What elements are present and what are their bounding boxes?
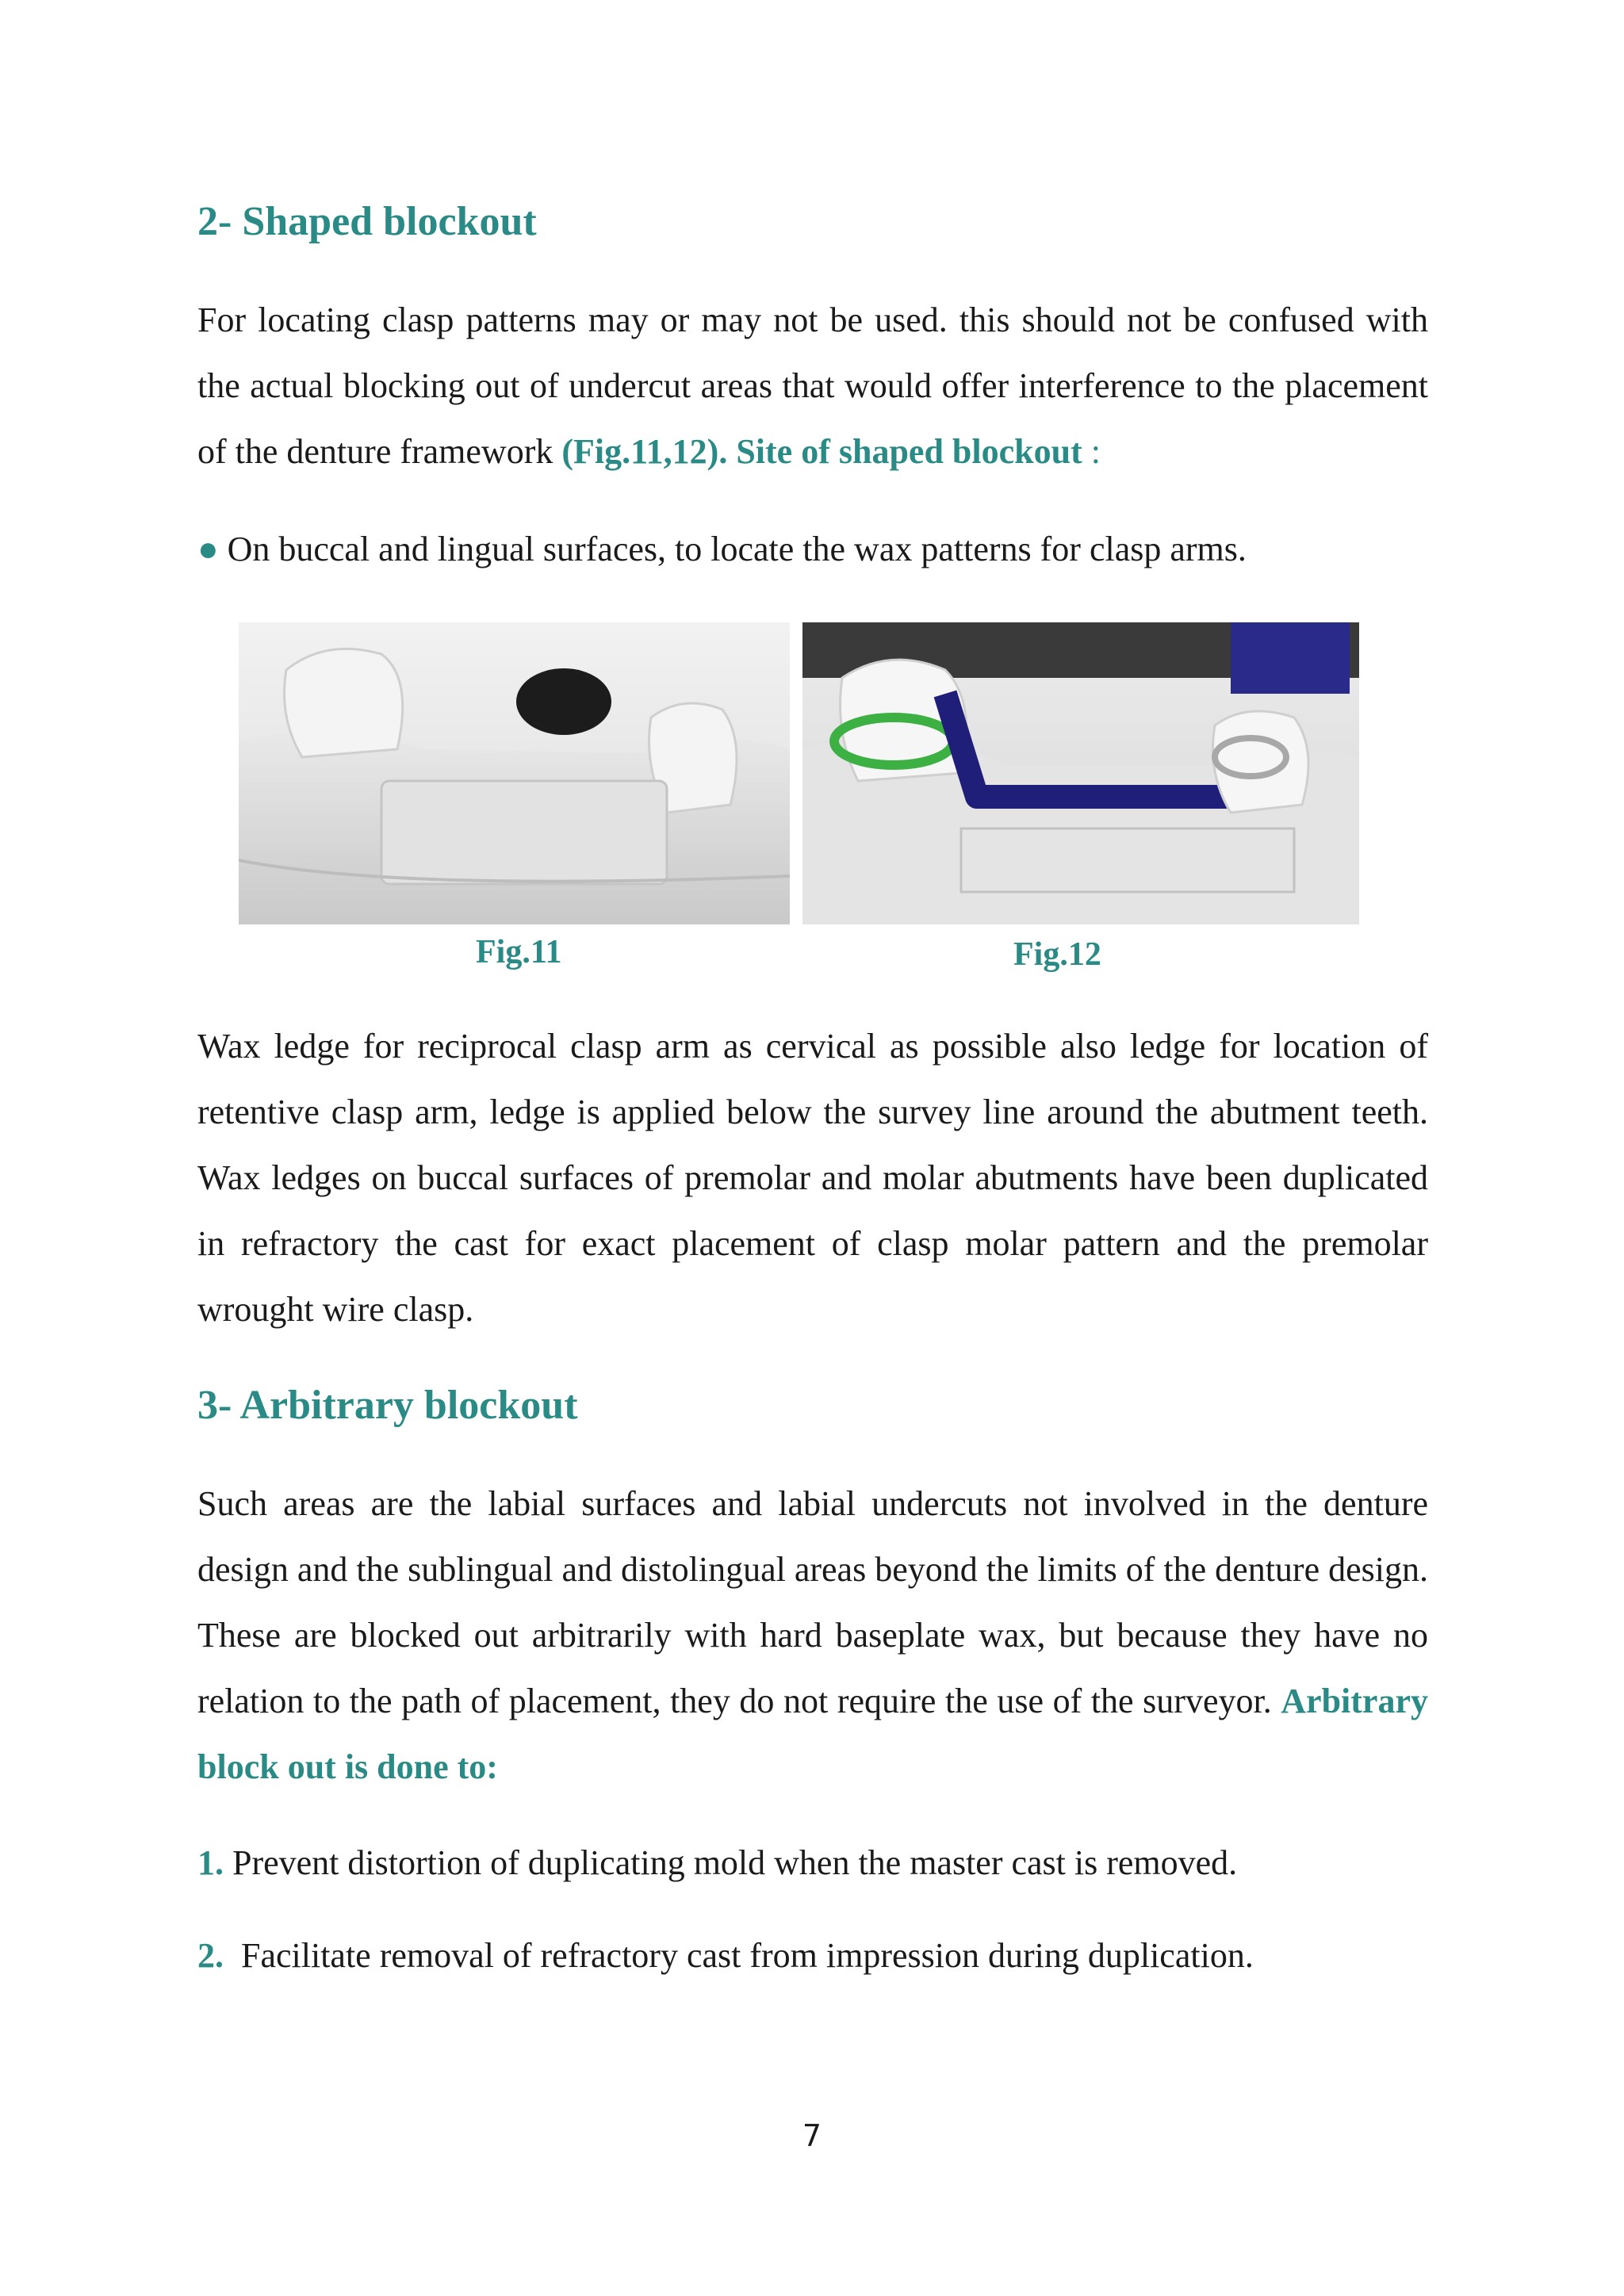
list-text: Prevent distortion of duplicating mold when the master cast is removed.	[224, 1843, 1238, 1882]
para3-text: Such areas are the labial surfaces and labial undercuts not involved in the denture design and the sublingual and distolingual areas beyond the limits of the denture design. These are blocked out arbitrarily with hard baseplate wax, but because they have no relation to the path of placement, they do not require the use of the surveyor.	[197, 1484, 1428, 1720]
list-number: 2.	[197, 1936, 224, 1975]
figure-11-caption: Fig.11	[476, 934, 562, 970]
list-item-2	[197, 1932, 1254, 1980]
arbitrary-highlight: Arbitrary block out is done to:	[197, 1682, 1428, 1786]
fig-reference-highlight: (Fig.11,12). Site of shaped blockout	[561, 432, 1082, 471]
bullet-item	[197, 526, 1247, 573]
bullet-icon: ●	[197, 530, 219, 568]
section-heading-shaped-blockout: 2- Shaped blockout	[197, 199, 537, 244]
page-number: 7	[802, 2118, 822, 2153]
list-text: Facilitate removal of refractory cast from impression during duplication.	[224, 1936, 1254, 1975]
paragraph-arbitrary-blockout	[197, 1471, 1428, 1800]
figure-12-caption: Fig.12	[1013, 936, 1101, 973]
bullet-text: On buccal and lingual surfaces, to locate the wax patterns for clasp arms.	[227, 530, 1247, 568]
list-item-1	[197, 1839, 1237, 1887]
figure-12-image	[802, 622, 1359, 924]
section-heading-arbitrary-blockout: 3- Arbitrary blockout	[197, 1383, 578, 1428]
para1-text: For locating clasp patterns may or may not be used. this should not be confused with the actual blocking out of undercut areas that would offer interference to the placement of the denture framework	[197, 300, 1428, 471]
paragraph-shaped-blockout	[197, 287, 1428, 484]
list-number: 1.	[197, 1843, 224, 1882]
paragraph-wax-ledge: Wax ledge for reciprocal clasp arm as cervical as possible also ledge for location of retentive clasp arm, ledge is applied below the survey line around the abutment teeth. Wax ledges on buccal surfaces of premolar and molar abutments have been duplicated in refractory the cast for exact placement of clasp molar pattern and the premolar wrought wire clasp.	[197, 1027, 1428, 1329]
figure-11-image	[239, 622, 790, 924]
para1-tail: :	[1082, 432, 1101, 471]
